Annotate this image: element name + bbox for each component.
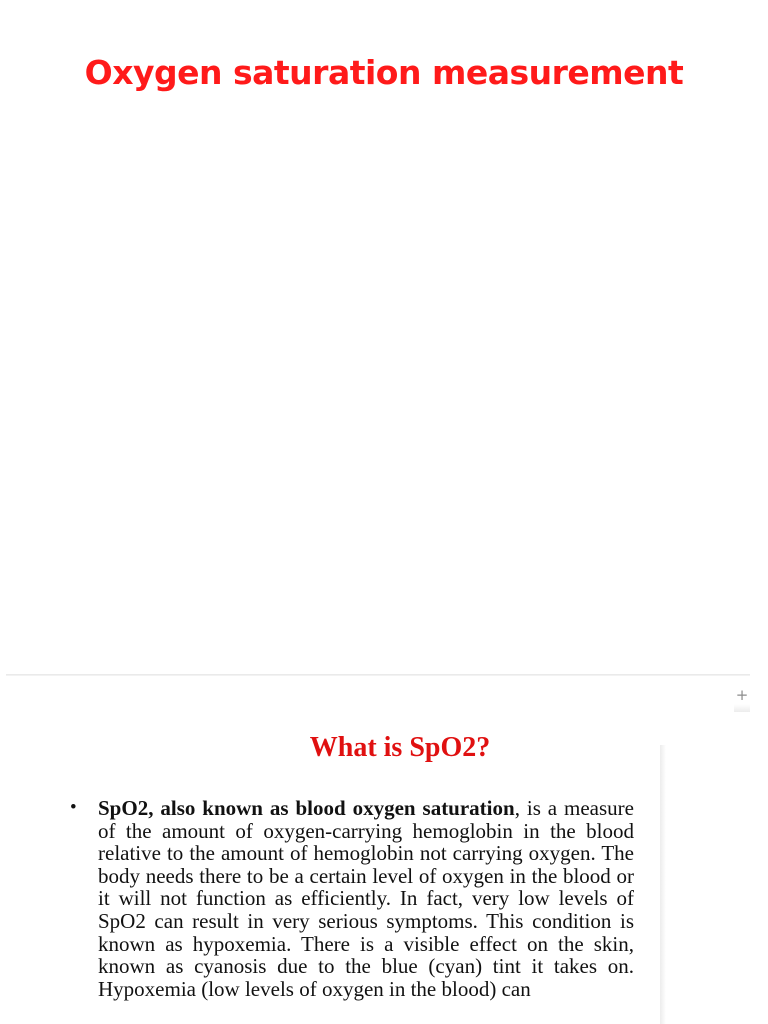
- bullet-icon: •: [70, 797, 77, 818]
- plus-icon[interactable]: +: [734, 686, 750, 712]
- slide-title: Oxygen saturation measurement: [84, 53, 684, 92]
- paragraph-text: , is a measure of the amount of oxygen-carrying hemoglobin in the blood relative to the amount of hemoglobin not carrying oxygen. The body needs there to be a certain level of oxygen in the blood or it will not function as efficiently. In fact, very low levels of SpO2 can result in very serious symptoms. This condition is known as hypoxemia. There is a visible effect on the skin, known as cyanosis due to the blue (cyan) tint it takes on. Hypoxemia (low levels of oxygen in the blood) can: [98, 796, 634, 1001]
- document-edge-shadow: [660, 745, 666, 1024]
- document-bullet-list: [66, 797, 634, 1000]
- document-heading: What is SpO2?: [309, 732, 491, 763]
- section-divider: [6, 674, 750, 676]
- paragraph-bold-lead: SpO2, also known as blood oxygen saturation: [98, 796, 515, 820]
- list-item: [66, 797, 634, 1000]
